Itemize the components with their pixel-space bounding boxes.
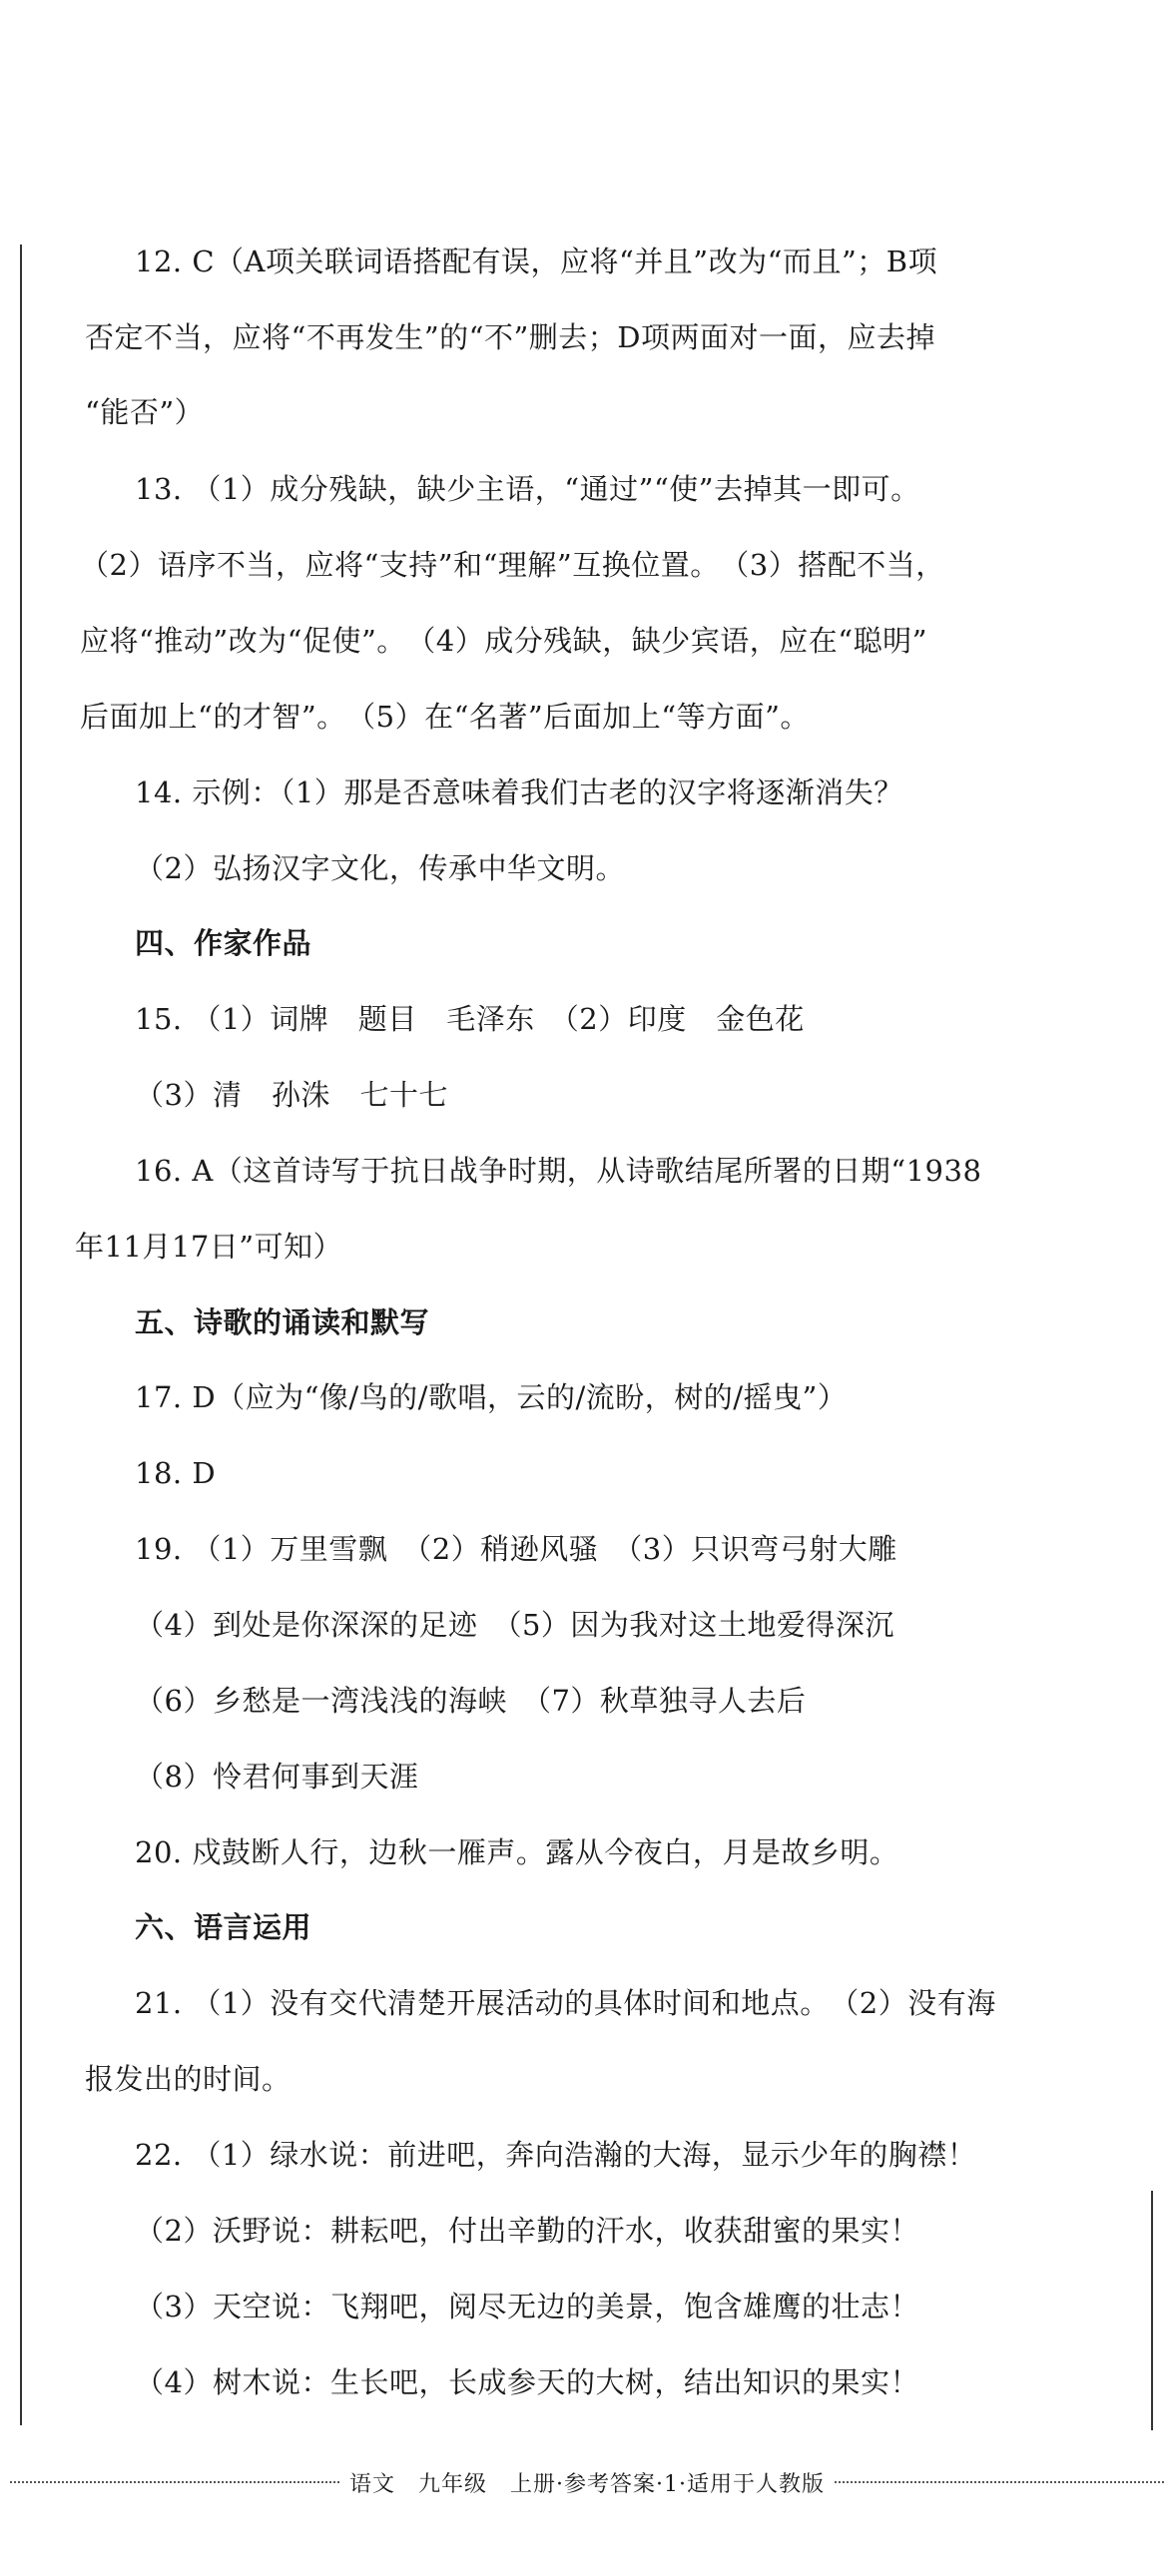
- left-margin-rule: [20, 245, 22, 2425]
- answer-line: 15. （1）词牌 题目 毛泽东 （2）印度 金色花: [135, 1002, 805, 1036]
- footer-dotted-rule-right: [835, 2481, 1164, 2483]
- section-heading: 五、诗歌的诵读和默写: [135, 1305, 430, 1339]
- answer-line: （2）弘扬汉字文化，传承中华文明。: [135, 851, 625, 885]
- answer-line: 报发出的时间。: [85, 2062, 292, 2096]
- section-heading: 四、作家作品: [135, 926, 312, 960]
- answer-line: 年11月17日”可知）: [75, 1230, 343, 1264]
- answer-line: 12. C（A项关联词语搭配有误，应将“并且”改为“而且”；B项: [135, 245, 938, 278]
- answer-line: （4）树木说：生长吧，长成参天的大树，结出知识的果实！: [135, 2365, 919, 2399]
- answer-line: 20. 戍鼓断人行，边秋一雁声。露从今夜白，月是故乡明。: [135, 1835, 899, 1869]
- answer-line: （2）语序不当，应将“支持”和“理解”互换位置。 （3）搭配不当，: [80, 548, 945, 582]
- answer-line: 后面加上“的才智”。 （5）在“名著”后面加上“等方面”。: [80, 700, 810, 734]
- answer-line: 应将“推动”改为“促使”。 （4）成分残缺，缺少宾语，应在“聪明”: [80, 624, 927, 658]
- answer-line: 13. （1）成分残缺，缺少主语，“通过”“使”去掉其一即可。: [135, 472, 920, 506]
- answer-line: “能否”）: [85, 395, 205, 429]
- answer-line: （2）沃野说：耕耘吧，付出辛勤的汗水，收获甜蜜的果实！: [135, 2214, 919, 2248]
- answer-line: （8）怜君何事到天涯: [135, 1760, 419, 1794]
- footer-text: 语文 九年级 上册·参考答案·1·适用于人教版: [349, 2471, 825, 2497]
- answer-line: 14. 示例：（1）那是否意味着我们古老的汉字将逐渐消失？: [135, 775, 903, 809]
- answer-line: 否定不当，应将“不再发生”的“不”删去；D项两面对一面，应去掉: [85, 320, 936, 354]
- answer-line: 22. （1）绿水说：前进吧，奔向浩瀚的大海，显示少年的胸襟！: [135, 2138, 977, 2172]
- answer-line: 19. （1）万里雪飘 （2）稍逊风骚 （3）只识弯弓射大雕: [135, 1532, 897, 1566]
- answer-line: （4）到处是你深深的足迹 （5）因为我对这土地爱得深沉: [135, 1608, 894, 1642]
- answer-line: 17. D（应为“像/鸟的/歌唱，云的/流盼，树的/摇曳”）: [135, 1380, 848, 1414]
- answer-line: （3）清 孙洙 七十七: [135, 1078, 448, 1112]
- answer-line: （6）乡愁是一湾浅浅的海峡 （7）秋草独寻人去后: [135, 1684, 807, 1718]
- answer-line: 21. （1）没有交代清楚开展活动的具体时间和地点。 （2）没有海: [135, 1986, 996, 2020]
- right-margin-rule: [1151, 2191, 1153, 2430]
- footer-dotted-rule-left: [10, 2481, 339, 2483]
- answer-line: （3）天空说：飞翔吧，阅尽无边的美景，饱含雄鹰的壮志！: [135, 2290, 919, 2323]
- page-footer: [0, 2462, 1174, 2502]
- section-heading: 六、语言运用: [135, 1910, 312, 1944]
- answer-line: 18. D: [135, 1456, 217, 1490]
- answer-line: 16. A（这首诗写于抗日战争时期，从诗歌结尾所署的日期“1938: [135, 1154, 982, 1188]
